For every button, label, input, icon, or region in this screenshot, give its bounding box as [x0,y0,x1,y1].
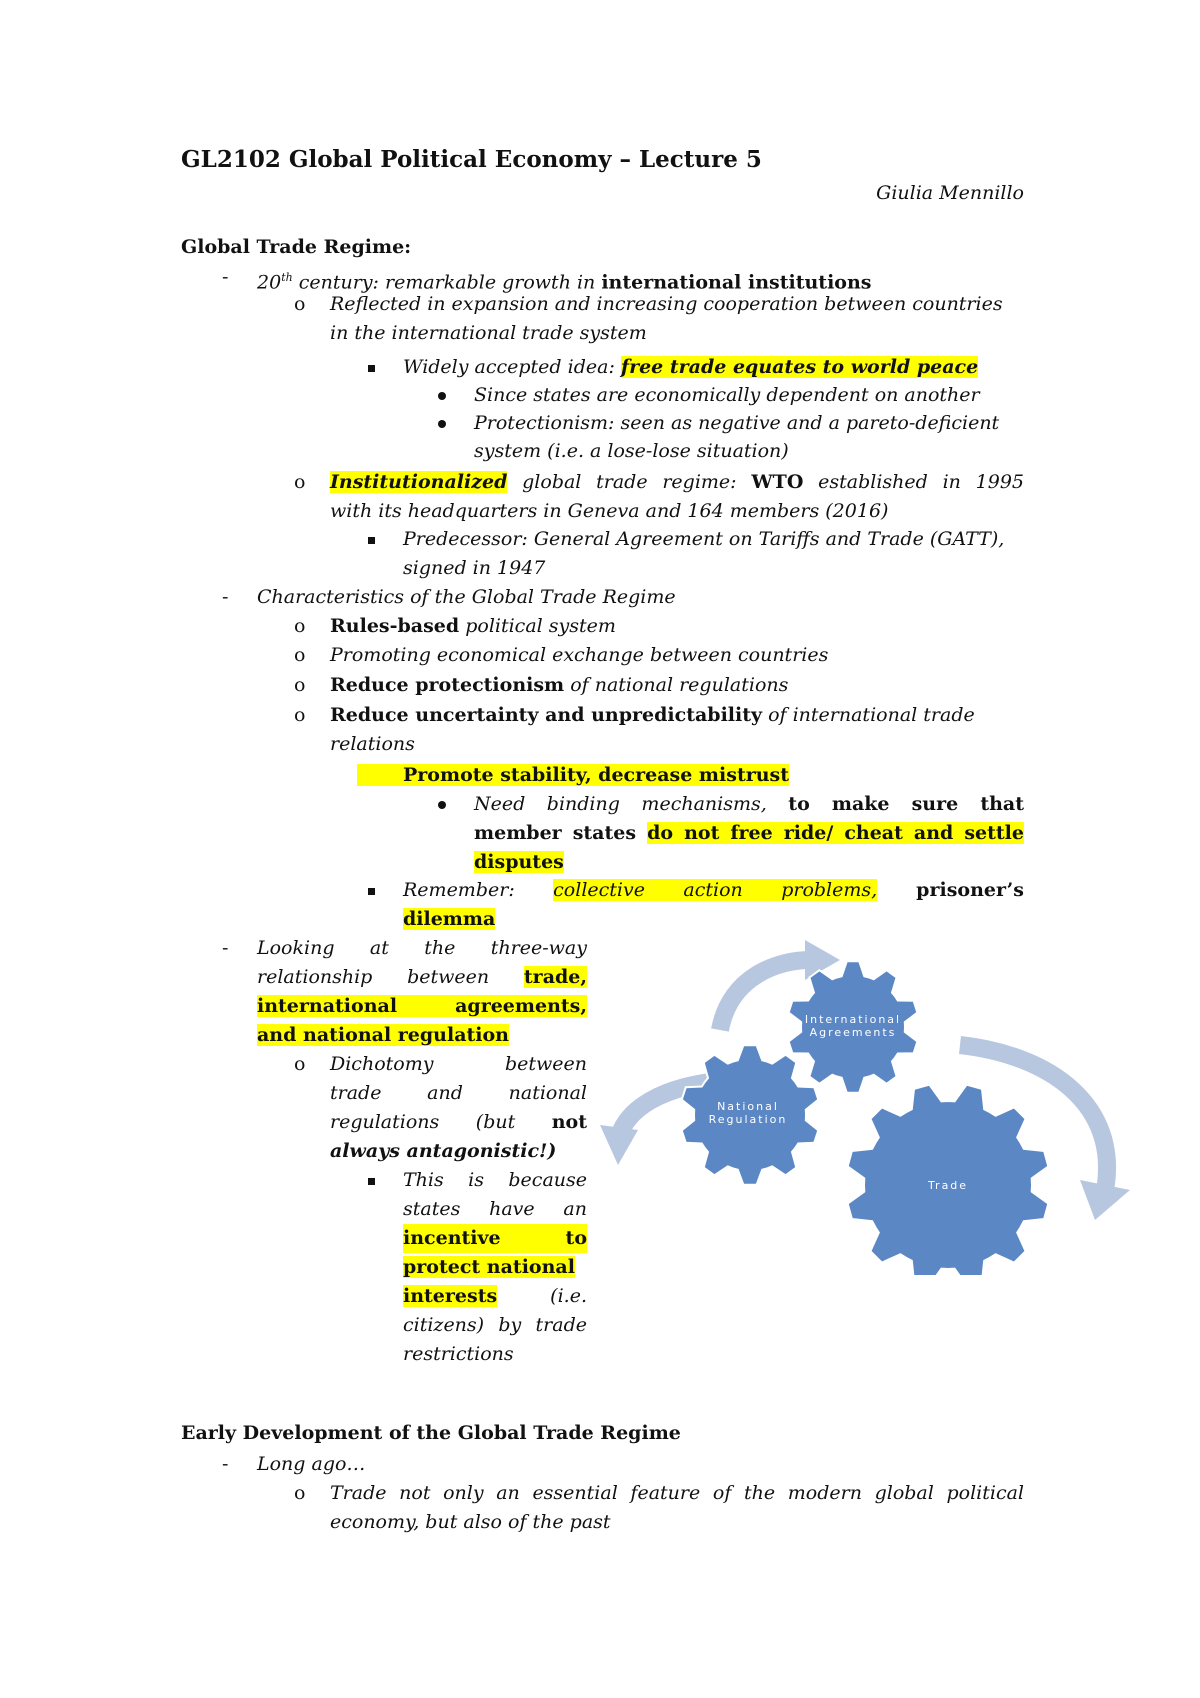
list-item: Long ago… [257,1453,366,1475]
round-bullet [438,801,446,809]
circle-bullet: o [294,704,306,726]
list-item: dilemma [403,908,496,930]
round-bullet [438,392,446,400]
list-item: states have an [403,1198,587,1220]
list-item: disputes [474,851,564,873]
gear-label-trade: Trade [927,1179,969,1192]
list-item: citizens) by trade [403,1314,587,1336]
dash-bullet: - [222,1453,229,1475]
circle-bullet: o [294,644,306,666]
dash-bullet: - [222,937,229,959]
list-item: Reduce uncertainty and unpredictability of international trade [330,704,975,726]
list-item: Institutionalized global trade regime: WTO established in 1995 [330,471,1024,493]
round-bullet [438,420,446,428]
list-item: regulations (but not [330,1111,587,1133]
gear-label-international: International [804,1013,902,1026]
gear-label-regulation: Regulation [708,1113,788,1126]
list-item: 20th century: remarkable growth in international institutions [257,271,872,294]
list-item: Need binding mechanisms, to make sure that [474,793,1024,815]
circle-bullet: o [294,1482,306,1504]
document-title: GL2102 Global Political Economy – Lecture 5 [181,146,762,173]
list-item: Dichotomy between [330,1053,587,1075]
circle-bullet: o [294,471,306,493]
gear-label-national: National [717,1100,779,1113]
section-heading-early-development: Early Development of the Global Trade Regime [181,1422,681,1444]
list-item: interests (i.e. [403,1285,587,1307]
cycle-arrow-left-head [600,1125,638,1165]
list-item: Predecessor: General Agreement on Tariffs and Trade (GATT), [403,528,1005,550]
list-item: Since states are economically dependent on another [474,384,980,406]
list-item: always antagonistic!) [330,1140,557,1162]
cycle-arrow-right-head [1080,1180,1130,1220]
author-name: Giulia Mennillo [876,182,1024,204]
dash-bullet: - [222,586,229,608]
dash-bullet: - [222,266,229,288]
gear-label-agreements: Agreements [809,1026,897,1039]
circle-bullet: o [294,615,306,637]
list-item: This is because [403,1169,587,1191]
list-item: restrictions [403,1343,514,1365]
list-item: international agreements, [257,995,587,1017]
square-bullet [368,888,375,895]
list-item: Looking at the three-way [257,937,587,959]
square-bullet [368,365,375,372]
list-item: relations [330,733,415,755]
list-item: signed in 1947 [403,557,546,579]
list-item: Rules-based political system [330,615,616,637]
list-item: and national regulation [257,1024,509,1046]
list-item: trade and national [330,1082,587,1104]
list-item: relationship between trade, [257,966,587,988]
square-bullet [368,537,375,544]
list-item: Trade not only an essential feature of the modern global political [330,1482,1024,1504]
three-gear-diagram [600,935,1160,1275]
list-item: Promoting economical exchange between countries [330,644,829,666]
circle-bullet: o [294,1053,306,1075]
list-item: economy, but also of the past [330,1511,611,1533]
list-item: Remember: collective action problems, prisoner’s [403,879,1024,901]
list-item: Widely accepted idea: free trade equates to world peace [403,356,979,378]
list-item: protect national [403,1256,575,1278]
list-item: Protectionism: seen as negative and a pareto-deficient [474,412,1000,434]
list-item: member states do not free ride/ cheat and settle [474,822,1024,844]
list-item: incentive to [403,1224,587,1253]
square-bullet [368,1178,375,1185]
circle-bullet: o [294,674,306,696]
circle-bullet: o [294,293,306,315]
list-item: with its headquarters in Geneva and 164 members (2016) [330,500,889,522]
list-item: Reflected in expansion and increasing cooperation between countries [330,293,1003,315]
list-item: Reduce protectionism of national regulations [330,674,789,696]
list-item: Characteristics of the Global Trade Regime [257,586,676,608]
section-heading-global-trade-regime: Global Trade Regime: [181,236,412,258]
list-item: system (i.e. a lose-lose situation) [474,440,789,462]
list-item: Promote stability, decrease mistrust [357,761,789,790]
list-item: in the international trade system [330,322,647,344]
